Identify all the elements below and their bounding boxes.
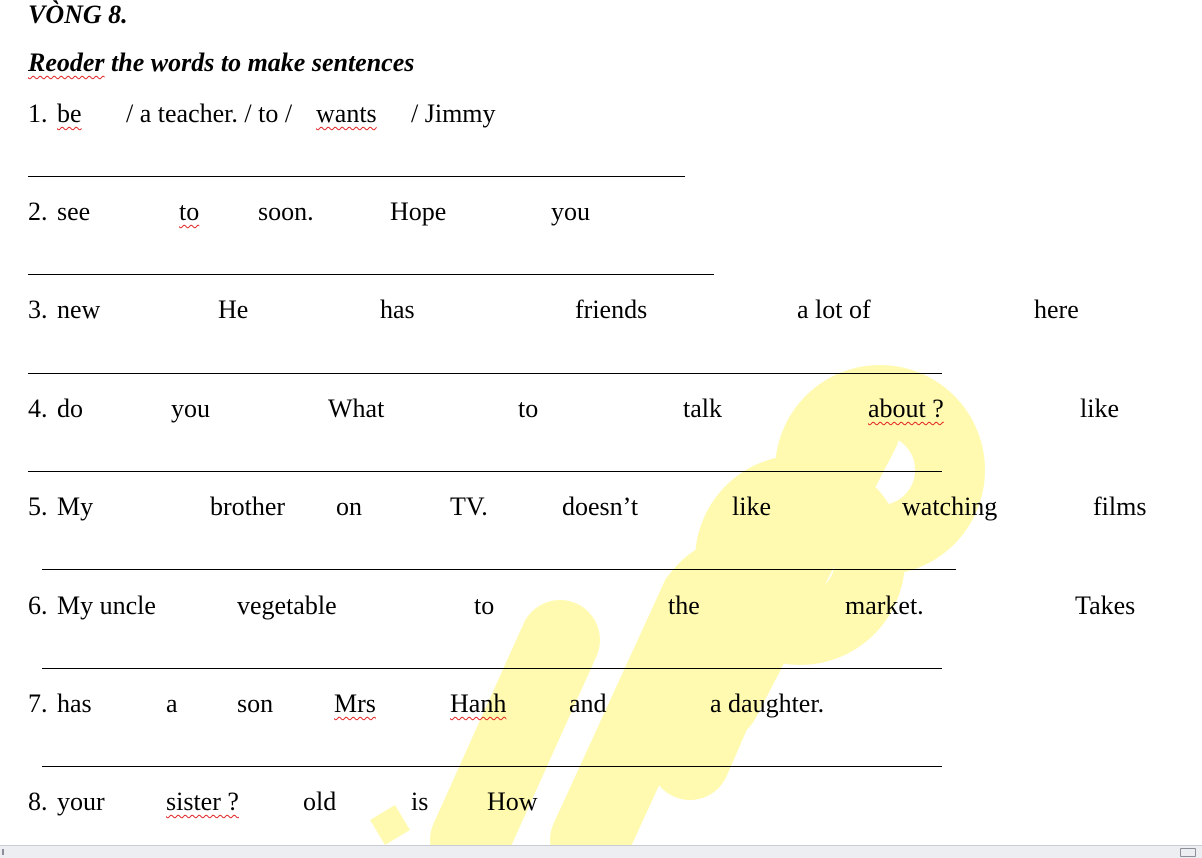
word: like — [1080, 394, 1119, 423]
question-number: 2. — [28, 197, 48, 226]
word: here — [1034, 295, 1079, 324]
word: soon. — [258, 197, 314, 226]
word: do — [57, 394, 83, 423]
question-7 — [0, 689, 1202, 729]
word: new — [57, 295, 101, 324]
status-bar — [0, 845, 1202, 858]
word: has — [380, 295, 415, 324]
word: He — [218, 295, 249, 324]
word: old — [303, 787, 337, 816]
word: has — [57, 689, 92, 718]
word: see — [57, 197, 91, 226]
question-number: 1. — [28, 99, 48, 128]
word: market. — [845, 591, 924, 620]
word: TV. — [450, 492, 488, 521]
word: like — [732, 492, 771, 521]
word: Hanh — [450, 689, 507, 718]
word: How — [487, 787, 538, 816]
word: What — [328, 394, 385, 423]
word: a lot of — [797, 295, 871, 324]
word: to — [474, 591, 495, 620]
question-4 — [0, 394, 1202, 434]
answer-line-7[interactable] — [42, 766, 942, 767]
question-number: 7. — [28, 689, 48, 718]
question-5 — [0, 492, 1202, 532]
question-number: 3. — [28, 295, 48, 324]
word: wants — [316, 99, 377, 128]
status-marker — [2, 849, 4, 855]
answer-line-2[interactable] — [28, 274, 714, 275]
answer-line-3[interactable] — [28, 373, 942, 374]
word: to — [179, 197, 200, 226]
word: My — [57, 492, 94, 521]
answer-line-5[interactable] — [42, 569, 956, 570]
question-1 — [0, 99, 1202, 139]
word: talk — [683, 394, 722, 423]
layout-icon[interactable] — [1180, 848, 1196, 857]
word: Takes — [1075, 591, 1136, 620]
word: doesn’t — [562, 492, 639, 521]
word: brother — [210, 492, 286, 521]
word: you — [171, 394, 210, 423]
word: friends — [575, 295, 648, 324]
question-2 — [0, 197, 1202, 237]
answer-line-1[interactable] — [28, 176, 685, 177]
word: be — [57, 99, 82, 128]
word: about ? — [868, 394, 944, 423]
instruction-heading — [28, 48, 414, 78]
instruction-rest: the words to make sentences — [104, 48, 415, 77]
question-3 — [0, 295, 1202, 335]
question-6 — [0, 591, 1202, 631]
word: your — [57, 787, 105, 816]
word: films — [1093, 492, 1147, 521]
question-number: 8. — [28, 787, 48, 816]
answer-line-6[interactable] — [42, 668, 942, 669]
word: to — [518, 394, 539, 423]
word: Mrs — [334, 689, 376, 718]
word: / Jimmy — [411, 99, 496, 128]
word: Hope — [390, 197, 447, 226]
word: you — [551, 197, 590, 226]
question-number: 5. — [28, 492, 48, 521]
word: / a teacher. / to / — [126, 99, 293, 128]
word: and — [569, 689, 607, 718]
question-number: 6. — [28, 591, 48, 620]
question-8 — [0, 787, 1202, 827]
word: on — [336, 492, 362, 521]
round-title: VÒNG 8. — [28, 0, 128, 29]
word: watching — [902, 492, 998, 521]
word: a daughter. — [710, 689, 825, 718]
answer-line-4[interactable] — [28, 471, 942, 472]
question-number: 4. — [28, 394, 48, 423]
word: vegetable — [237, 591, 337, 620]
word: the — [668, 591, 700, 620]
word: My uncle — [57, 591, 156, 620]
word: a — [166, 689, 178, 718]
instruction-first-word: Reoder — [28, 48, 105, 77]
word: sister ? — [166, 787, 239, 816]
word: is — [411, 787, 429, 816]
word: son — [237, 689, 274, 718]
